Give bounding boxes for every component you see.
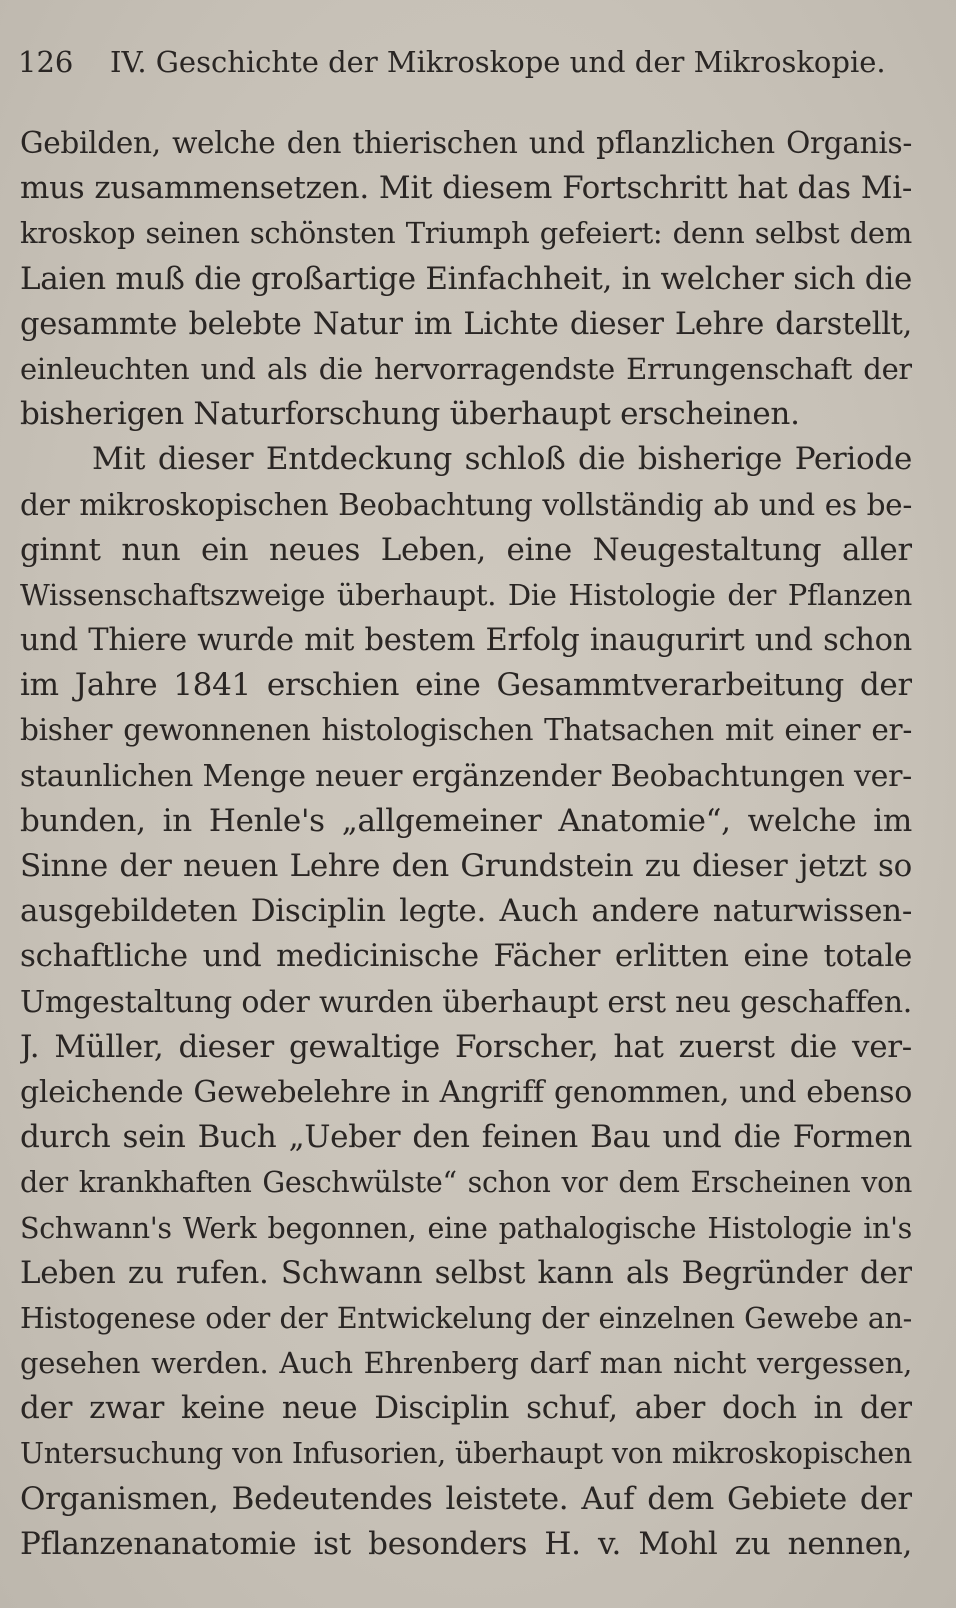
text-line: staunlichen Menge neuer ergänzender Beobachtungen ver- <box>20 758 912 794</box>
text-line: Mit dieser Entdeckung schloß die bisherige Periode <box>92 441 912 478</box>
text-line: bunden, in Henle's „allgemeiner Anatomie“, welche im <box>20 802 912 839</box>
text-line: der zwar keine neue Disciplin schuf, aber doch in der <box>20 1390 912 1427</box>
text-line: ginnt nun ein neues Leben, eine Neugestaltung aller <box>20 531 912 568</box>
text-line: J. Müller, dieser gewaltige Forscher, hat zuerst die ver- <box>20 1028 912 1065</box>
text-line: der krankhaften Geschwülste“ schon vor dem Erscheinen von <box>20 1166 912 1200</box>
text-line: und Thiere wurde mit bestem Erfolg inaugurirt und schon <box>20 623 912 659</box>
text-line: gleichende Gewebelehre in Angriff genommen, und ebenso <box>20 1074 912 1110</box>
text-line: Gebilden, welche den thierischen und pflanzlichen Organis- <box>20 126 912 160</box>
text-line: Sinne der neuen Lehre den Grundstein zu dieser jetzt so <box>20 848 912 884</box>
text-line: bisher gewonnenen histologischen Thatsachen mit einer er- <box>20 713 912 748</box>
text-line: mus zusammensetzen. Mit diesem Fortschritt hat das Mi- <box>20 170 912 207</box>
text-line: Histogenese oder der Entwickelung der einzelnen Gewebe an- <box>20 1301 912 1335</box>
text-line: Laien muß die großartige Einfachheit, in welcher sich die <box>20 260 912 297</box>
text-line: kroskop seinen schönsten Triumph gefeiert: denn selbst dem <box>20 216 912 251</box>
text-line: Wissenschaftszweige überhaupt. Die Histologie der Pflanzen <box>20 577 912 612</box>
text-line: einleuchten und als die hervorragendste Errungenschaft der <box>20 351 912 386</box>
text-line: im Jahre 1841 erschien eine Gesammtverarbeitung der <box>20 667 912 704</box>
text-line: Untersuchung von Infusorien, überhaupt von mikroskopischen <box>20 1437 912 1471</box>
body-text <box>20 121 912 1567</box>
text-line: schaftliche und medicinische Fächer erlitten eine totale <box>20 938 912 975</box>
text-line: gesammte belebte Natur im Lichte dieser Lehre darstellt, <box>20 306 912 342</box>
page-number: 126 <box>18 45 74 79</box>
text-line: Organismen, Bedeutendes leistete. Auf dem Gebiete der <box>20 1480 912 1517</box>
text-line: gesehen werden. Auch Ehrenberg darf man nicht vergessen, <box>20 1346 912 1381</box>
text-line: Pflanzenanatomie ist besonders H. v. Mohl zu nennen, <box>20 1525 912 1562</box>
text-line: der mikroskopischen Beobachtung vollständig ab und es be- <box>20 487 912 522</box>
text-line: ausgebildeten Disciplin legte. Auch andere naturwissen- <box>20 893 912 930</box>
text-line: Leben zu rufen. Schwann selbst kann als Begründer der <box>20 1254 912 1291</box>
text-line: bisherigen Naturforschung überhaupt erscheinen. <box>20 396 800 433</box>
running-head <box>18 38 938 86</box>
text-line: Umgestaltung oder wurden überhaupt erst neu geschaffen. <box>20 984 912 1020</box>
running-title: IV. Geschichte der Mikroskope und der Mikroskopie. <box>110 45 886 79</box>
text-line: durch sein Buch „Ueber den feinen Bau und die Formen <box>20 1119 912 1156</box>
text-line: Schwann's Werk begonnen, eine pathalogische Histologie in's <box>20 1211 912 1245</box>
